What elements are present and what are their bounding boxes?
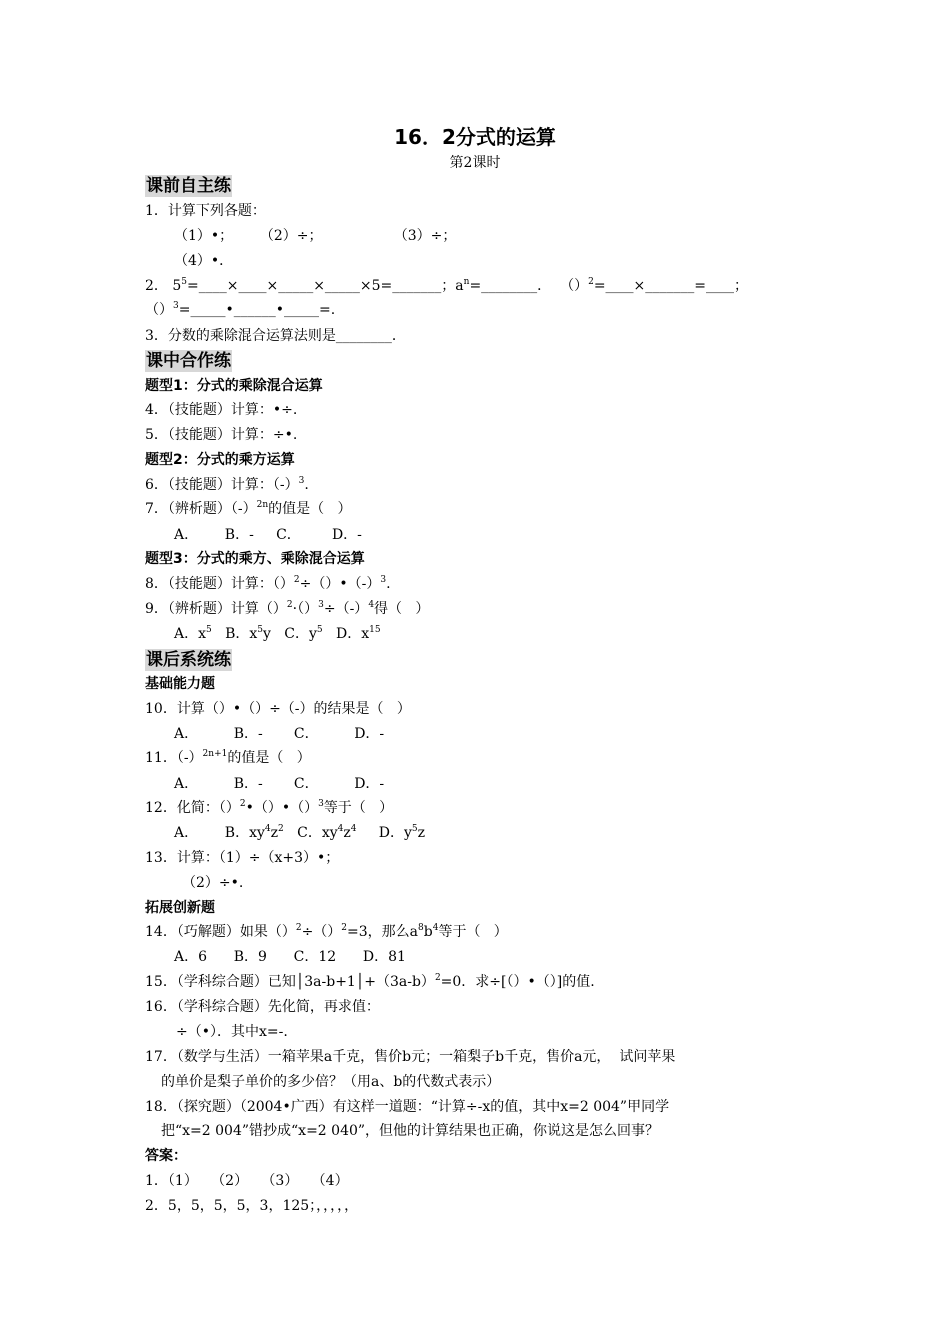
page-subtitle: 第2课时: [449, 155, 501, 171]
question-7: 7．（辨析题）$(-)^{2n}$的值是（ ）: [145, 500, 352, 517]
question-12-options: A． B．$xy^4z^2$ C．$xy^4z^4$ D．$y^5z$: [174, 824, 426, 841]
question-16-expression: ÷（•）．其中x=-.: [176, 1024, 288, 1040]
question-2-line-2: （）$^3$=_____•______•_____=.: [145, 301, 336, 318]
question-18-line-1: 18．（探究题）（2004•广西）有这样一道题：“计算÷-x的值，其中x=2 004”甲同学: [145, 1099, 670, 1115]
question-14: 14．（巧解题）如果（）$^2$÷（）$^2$=3，那么$a^8b^4$等于（ ）: [145, 923, 508, 940]
question-13-part-2: （2）÷•.: [182, 875, 244, 891]
page-title: 16．2分式的运算: [394, 125, 556, 149]
question-11-options: A． B．- C． D．-: [174, 776, 385, 792]
answer-2: 2．5，5，5，5，3，125；，，，，，: [145, 1198, 359, 1214]
section-heading-in-class: 课中合作练: [146, 351, 231, 371]
question-9-options: A．$x^5$ B．$x^5y$ C．$y^5$ D．$x^{15}$: [174, 625, 381, 642]
question-7-options: A． B．- C． D．-: [174, 527, 362, 543]
question-12: 12．化简：（）$^2$•（）•（）$^3$等于（ ）: [145, 799, 394, 816]
question-9: 9．（辨析题）计算$()^2\cdot()^3\div(-)^4$得（ ）: [145, 600, 430, 617]
question-6: 6．（技能题）计算：$(-)^3$.: [145, 476, 309, 493]
question-14-options: A．6 B．9 C．12 D．81: [174, 949, 406, 965]
question-5: 5．（技能题）计算：÷•.: [145, 427, 298, 443]
question-17-line-2: 的单价是梨子单价的多少倍？（用a、b的代数式表示）: [161, 1074, 501, 1090]
question-15: 15．（学科综合题）已知$│3a-b+1│+(3a-b)^2=0$．求÷[（）•（）]的值.: [145, 973, 595, 990]
extension-heading: 拓展创新题: [145, 900, 215, 916]
type-heading-1: 题型1：分式的乘除混合运算: [145, 378, 323, 394]
question-10-options: A． B．- C． D．-: [174, 726, 385, 742]
question-4: 4．（技能题）计算：•÷.: [145, 402, 298, 418]
question-11: 11．$(-)^{2n+1}$的值是（ ）: [145, 749, 311, 766]
section-heading-post-class: 课后系统练: [146, 650, 231, 670]
type-heading-3: 题型3：分式的乘方、乘除混合运算: [145, 551, 365, 567]
question-18-line-2: 把“x=2 004”错抄成“x=2 040”，但他的计算结果也正确，你说这是怎么回事？: [161, 1123, 660, 1139]
question-13-part-1: 13．计算：（1）÷（x+3）•；: [145, 850, 340, 866]
type-heading-2: 题型2：分式的乘方运算: [145, 452, 295, 468]
question-8: 8．（技能题）计算：$()^2\div()•(-)^3$.: [145, 575, 391, 592]
basic-heading: 基础能力题: [145, 676, 215, 692]
question-17-line-1: 17．（数学与生活）一箱苹果a千克，售价b元；一箱梨子b千克，售价a元， 试问苹果: [145, 1049, 676, 1065]
question-1-parts-a: （1）•； （2）÷； （3）÷；: [174, 228, 457, 244]
section-heading-pre-class: 课前自主练: [146, 176, 231, 196]
question-1: 1．计算下列各题：: [145, 203, 266, 219]
question-10: 10．计算（）•（）÷（-）的结果是（ ）: [145, 701, 411, 717]
question-1-parts-b: （4）•．: [174, 253, 234, 269]
question-16: 16．（学科综合题）先化简，再求值：: [145, 999, 380, 1015]
question-3: 3．分数的乘除混合运算法则是________．: [145, 328, 406, 344]
answers-heading: 答案：: [145, 1148, 187, 1164]
question-2-line-1: 2． $5^5=\_\_\_\_\times\_\_\_\_\times\_\_\_\_\_\times\_\_\_\_\_\times 5=\_\_\_\_\_\_\_$；$a^n=\_\_\_\_\_\_\_\_$． （）$^2$=____×_______=____；: [145, 277, 749, 294]
answer-1: 1．（1） （2） （3） （4）: [145, 1173, 349, 1189]
